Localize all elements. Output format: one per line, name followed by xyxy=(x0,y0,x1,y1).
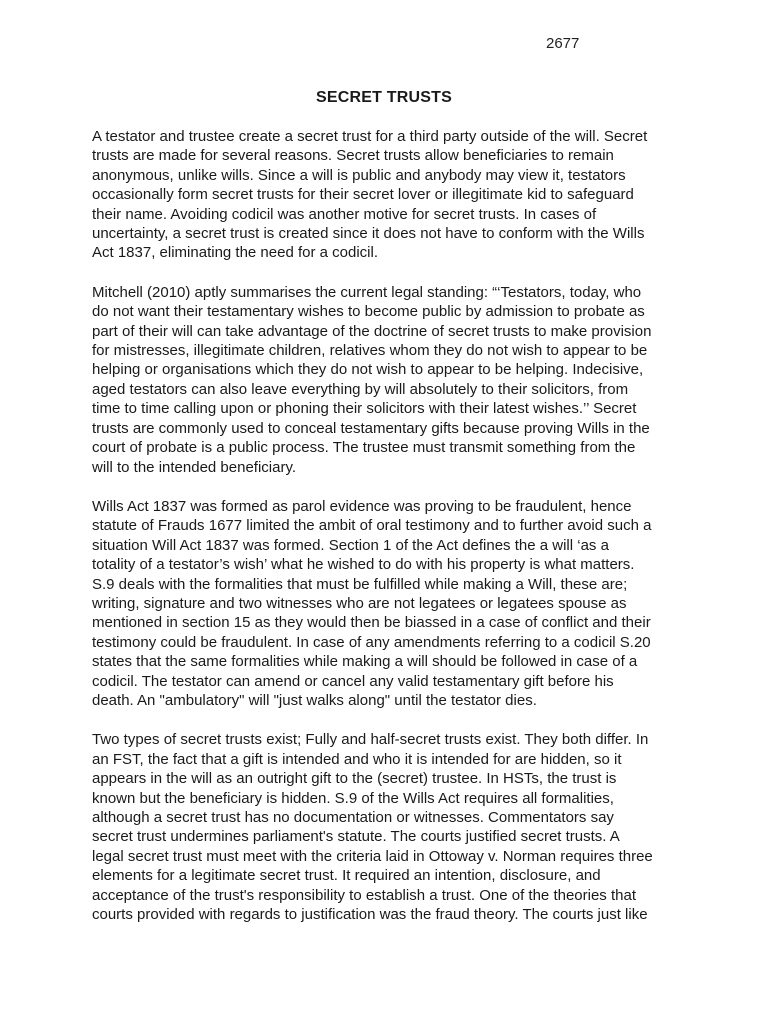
text-line: secret trust undermines parliament's statute. The courts justified secret trusts. A xyxy=(92,828,620,846)
page-number: 2677 xyxy=(546,35,580,52)
text-line: anonymous, unlike wills. Since a will is public and anybody may view it, testators xyxy=(92,166,626,184)
text-line: elements for a legitimate secret trust. It required an intention, disclosure, and xyxy=(92,867,601,885)
text-line: known but the beneficiary is hidden. S.9 of the Wills Act requires all formalities, xyxy=(92,789,614,807)
text-line: Wills Act 1837 was formed as parol evidence was proving to be fraudulent, hence xyxy=(92,497,632,515)
text-line: Mitchell (2010) aptly summarises the current legal standing: “‘Testators, today, who xyxy=(92,283,642,301)
text-line: part of their will can take advantage of the doctrine of secret trusts to make provision xyxy=(92,322,652,340)
text-line: codicil. The testator can amend or cancel any valid testamentary gift before his xyxy=(92,672,614,690)
paragraph-4 xyxy=(92,730,677,924)
text-line: trusts are commonly used to conceal testamentary gifts because proving Wills in the xyxy=(92,419,650,437)
text-line: aged testators can also leave everything by will absolutely to their solicitors, from xyxy=(92,380,629,398)
text-line: states that the same formalities while making a will should be followed in case of a xyxy=(92,653,638,671)
document-body xyxy=(92,127,677,944)
paragraph-1 xyxy=(92,127,677,263)
text-line: A testator and trustee create a secret trust for a third party outside of the will. Secret xyxy=(92,128,648,145)
text-line: court of probate is a public process. The trustee must transmit something from the xyxy=(92,439,636,457)
text-line: mentioned in section 15 as they would then be biassed in a case of conflict and their xyxy=(92,614,651,632)
text-line: testimony could be fraudulent. In case of any amendments referring to a codicil S.20 xyxy=(92,633,651,651)
text-line: totality of a testator’s wish’ what he wished to do with his property is what matters. xyxy=(92,556,635,574)
text-line: death. An "ambulatory" will "just walks along" until the testator dies. xyxy=(92,691,537,709)
text-line: for mistresses, illegitimate children, relatives whom they do not wish to appear to be xyxy=(92,342,648,360)
text-line: situation Will Act 1837 was formed. Section 1 of the Act defines the a will ‘as a xyxy=(92,536,609,554)
text-line: S.9 deals with the formalities that must be fulfilled while making a Will, these are; xyxy=(92,575,628,593)
text-line: an FST, the fact that a gift is intended and who it is intended for are hidden, so it xyxy=(92,750,622,768)
text-line: time to time calling upon or phoning their solicitors with their latest wishes.’’ Secret xyxy=(92,400,637,418)
paragraph-2 xyxy=(92,283,677,477)
text-line: trusts are made for several reasons. Secret trusts allow beneficiaries to remain xyxy=(92,147,614,165)
text-line: their name. Avoiding codicil was another motive for secret trusts. In cases of xyxy=(92,205,597,223)
text-line: although a secret trust has no documentation or witnesses. Commentators say xyxy=(92,809,614,826)
text-line: writing, signature and two witnesses who are not legatees or legatees spouse as xyxy=(92,594,627,612)
text-line: statute of Frauds 1677 limited the ambit of oral testimony and to further avoid such a xyxy=(92,517,652,535)
document-title: SECRET TRUSTS xyxy=(316,89,452,106)
text-line: occasionally form secret trusts for their secret lover or illegitimate kid to safeguard xyxy=(92,186,634,204)
text-line: helping or organisations which they do not wish to appear to be helping. Indecisive, xyxy=(92,361,644,379)
text-line: legal secret trust must meet with the criteria laid in Ottoway v. Norman requires three xyxy=(92,847,653,865)
text-line: appears in the will as an outright gift to the (secret) trustee. In HSTs, the trust is xyxy=(92,770,617,788)
paragraph-3 xyxy=(92,497,677,710)
text-line: Two types of secret trusts exist; Fully and half-secret trusts exist. They both differ. In xyxy=(92,731,649,749)
text-line: courts provided with regards to justification was the fraud theory. The courts just like xyxy=(92,906,648,924)
text-line: Act 1837, eliminating the need for a codicil. xyxy=(92,244,379,262)
text-line: do not want their testamentary wishes to become public by admission to probate as xyxy=(92,303,645,321)
text-line: will to the intended beneficiary. xyxy=(92,458,297,476)
text-line: acceptance of the trust's responsibility to establish a trust. One of the theories that xyxy=(92,886,636,904)
text-line: uncertainty, a secret trust is created since it does not have to conform with the Wills xyxy=(92,225,645,243)
